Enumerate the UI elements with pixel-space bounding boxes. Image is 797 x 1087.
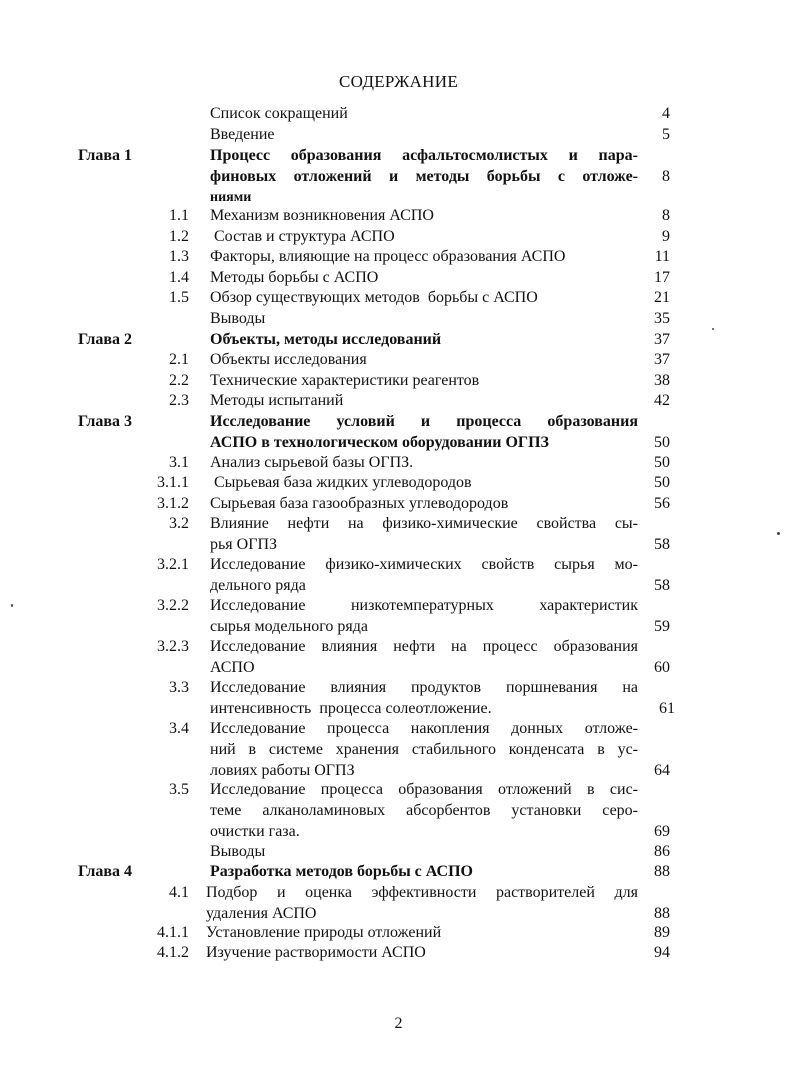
- section-number: 3.2: [169, 515, 189, 532]
- toc-entry-title: Обзор существующих методов борьбы с АСПО: [210, 289, 538, 306]
- toc-page-number: 60: [654, 659, 670, 676]
- section-number: 3.1: [169, 454, 189, 471]
- section-number: 3.3: [169, 679, 189, 696]
- toc-page-number: 86: [654, 843, 670, 860]
- toc-page-number: 56: [654, 495, 670, 512]
- toc-page-number: 59: [654, 618, 670, 635]
- toc-entry-title: Список сокращений: [210, 105, 348, 122]
- section-number: 2.2: [169, 372, 189, 389]
- section-number: 4.1.1: [157, 924, 189, 941]
- chapter-label: Глава 3: [78, 413, 132, 430]
- toc-page-number: 50: [654, 434, 670, 451]
- toc-entry-title: Технические характеристики реагентов: [210, 372, 480, 389]
- toc-entry-title-line: Исследование условий и процесса образования: [210, 413, 638, 430]
- section-number: 2.3: [169, 392, 189, 409]
- toc-entry-title: Установление природы отложений: [206, 924, 442, 941]
- toc-page-number: 4: [662, 105, 670, 122]
- toc-page-number: 9: [662, 228, 670, 245]
- toc-entry-title: Методы борьбы с АСПО: [210, 269, 379, 286]
- toc-entry-title-line: Процесс образования асфальтосмолистых и пара-: [210, 147, 638, 164]
- toc-entry-title: Сырьевая база газообразных углеводородов: [210, 495, 509, 512]
- toc-page-number: 5: [662, 126, 670, 143]
- toc-page-number: 61: [659, 700, 675, 717]
- toc-entry-title: Состав и структура АСПО: [210, 228, 395, 245]
- section-number: 3.4: [169, 720, 189, 737]
- toc-page-number: 50: [654, 454, 670, 471]
- toc-entry-title-line: сырья модельного ряда: [210, 618, 369, 635]
- toc-entry-title-line: финовых отложений и методы борьбы с отложе-: [210, 168, 638, 185]
- toc-entry-title-line: Подбор и оценка эффективности растворителей для: [206, 884, 638, 901]
- toc-entry-title: Методы испытаний: [210, 392, 344, 409]
- toc-entry-title: Объекты исследования: [210, 351, 367, 368]
- toc-entry-title: Изучение растворимости АСПО: [206, 944, 426, 961]
- toc-entry-title-line: Исследование физико-химических свойств сырья мо-: [210, 556, 638, 573]
- scan-speck: [712, 328, 714, 330]
- toc-entry-title: Выводы: [210, 843, 266, 860]
- toc-entry-title: Введение: [210, 126, 275, 143]
- scan-speck: [777, 532, 780, 535]
- toc-page-number: 89: [654, 924, 670, 941]
- toc-page-number: 88: [654, 905, 670, 922]
- toc-page-number: 58: [654, 536, 670, 553]
- section-number: 3.2.3: [157, 638, 189, 655]
- toc-page-number: 8: [662, 207, 670, 224]
- toc-page-number: 35: [654, 310, 670, 327]
- toc-page-number: 94: [654, 944, 670, 961]
- section-number: 3.2.2: [157, 597, 189, 614]
- toc-page-number: 58: [654, 577, 670, 594]
- toc-page-number: 50: [654, 474, 670, 491]
- section-number: 1.5: [169, 289, 189, 306]
- toc-entry-title: Выводы: [210, 310, 266, 327]
- toc-page-number: 37: [654, 351, 670, 368]
- toc-entry-title: Анализ сырьевой базы ОГПЗ.: [210, 454, 414, 471]
- toc-entry-title: Факторы, влияющие на процесс образования АСПО: [210, 248, 566, 265]
- scan-speck: [11, 604, 13, 607]
- toc-entry-title-line: теме алканоламиновых абсорбентов установки серо-: [210, 802, 638, 819]
- section-number: 3.1.1: [157, 474, 189, 491]
- toc-entry-title-line: рья ОГПЗ: [210, 536, 278, 553]
- toc-entry-title-line: Влияние нефти на физико-химические свойства сы-: [210, 515, 638, 532]
- toc-entry-title-line: дельного ряда: [210, 577, 306, 594]
- toc-entry-title-line: Исследование процесса образования отложений в сис-: [210, 781, 638, 798]
- section-number: 1.1: [169, 207, 189, 224]
- toc-entry-title-line: удаления АСПО: [206, 905, 317, 922]
- toc-page-number: 64: [654, 762, 670, 779]
- section-number: 3.5: [169, 781, 189, 798]
- toc-entry-title-line: очистки газа.: [210, 823, 300, 840]
- toc-entry-title: Механизм возникновения АСПО: [210, 207, 434, 224]
- toc-entry-title-line: АСПО в технологическом оборудовании ОГПЗ: [210, 434, 549, 451]
- toc-entry-title-line: Исследование процесса накопления донных отложе-: [210, 720, 638, 737]
- toc-page-number: 88: [654, 863, 670, 880]
- toc-page-number: 17: [654, 269, 670, 286]
- section-number: 2.1: [169, 351, 189, 368]
- page-title: СОДЕРЖАНИЕ: [338, 72, 459, 91]
- section-number: 4.1: [169, 884, 189, 901]
- toc-entry-title-line: интенсивность процесса солеотложение.: [210, 700, 492, 717]
- toc-entry-title-line: Исследование низкотемпературных характеристик: [210, 597, 638, 614]
- section-number: 1.3: [169, 248, 189, 265]
- chapter-label: Глава 1: [78, 147, 132, 164]
- section-number: 1.2: [169, 228, 189, 245]
- toc-entry-title-line: ловиях работы ОГПЗ: [210, 762, 355, 779]
- chapter-label: Глава 2: [78, 331, 132, 348]
- section-number: 3.2.1: [157, 556, 189, 573]
- toc-page-number: 8: [662, 168, 670, 185]
- toc-page-number: 69: [654, 823, 670, 840]
- toc-page-number: 38: [654, 372, 670, 389]
- toc-entry-title-line: ниями: [210, 190, 252, 205]
- toc-page-number: 42: [654, 392, 670, 409]
- section-number: 3.1.2: [157, 495, 189, 512]
- section-number: 1.4: [169, 269, 189, 286]
- section-number: 4.1.2: [157, 944, 189, 961]
- chapter-label: Глава 4: [78, 863, 132, 880]
- toc-entry-title: Объекты, методы исследований: [210, 331, 442, 348]
- toc-page-number: 37: [654, 331, 670, 348]
- toc-entry-title: Разработка методов борьбы с АСПО: [210, 863, 473, 880]
- toc-entry-title-line: АСПО: [210, 659, 255, 676]
- page-number: 2: [394, 1015, 403, 1032]
- toc-page-number: 21: [654, 289, 670, 306]
- toc-entry-title-line: Исследование влияния нефти на процесс образования: [210, 638, 638, 655]
- toc-page-number: 11: [654, 248, 670, 265]
- toc-entry-title-line: ний в системе хранения стабильного конденсата в ус-: [210, 741, 638, 758]
- toc-entry-title-line: Исследование влияния продуктов поршневания на: [210, 679, 638, 696]
- toc-entry-title: Сырьевая база жидких углеводородов: [210, 474, 472, 491]
